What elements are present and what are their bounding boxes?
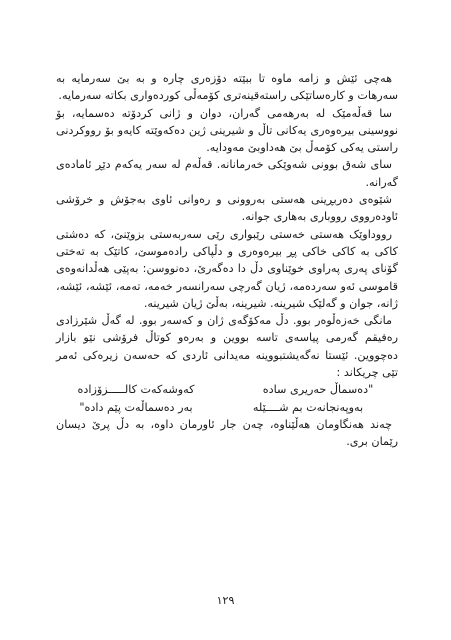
paragraph-5: رووداوێک هەستی خەستی رێبواری رێی سەربەستی بزوێنێ، کە دەشتی کاکی بە کاکی خاکی پڕ بیرەوەری و دڵپاکی رادەموسێ، کاتێک بە تەختی گۆنای پەری پەراوی خوێناوی دڵ دا دەگەرێ، دەنووسن: بەپێی هەڵدانەوەی قاموسی ئەو سەردەمە، ژیان گەرچی سەرانسەر خەمە، تەمە، ئێشە، ئێشە، ژانە، جوان و گەلێک شیرینە. شیرینە، بەڵێ ژیان شیرینە. <box>56 227 398 310</box>
closing-paragraph: چەند هەنگاومان هەڵێناوە، چەن جار ئاورمان داوە، بە دڵ پرێ دیسان رێمان بری. <box>56 417 398 449</box>
paragraph-4: شێوەی دەربڕینی هەستی بەروونی و رەوانی ئاوی بەجۆش و خرۆشی ئاودەرووی رووباری بەهاری جوانە. <box>56 193 398 224</box>
body-text <box>56 70 398 451</box>
paragraph-1: هەچی ئێش و زامە ماوە تا ببێتە دۆزەری چارە و بە بێ سەرمایە بە سەرهات و کارەساتێکی راستەقینەتری کۆمەڵی کوردەواری بکاتە سەرمایە. <box>56 72 398 103</box>
poem-verse <box>56 381 398 416</box>
page-number: ١٢٩ <box>216 594 235 607</box>
poem-hemistich: بەوپەنجانەت بم شــــێلە <box>252 400 364 414</box>
paragraph-6: مانگی خەزەڵوەر بوو. دڵ مەکۆگەی ژان و کەسەر بوو. لە گەڵ شێرزادی رەفیقم گەرمی پیاسەی تاسە بووین و بەرەو کوتاڵ فرۆشی نێو بازار دەچووین. ئێستا نەگەیشتبووینە مەیدانی ئاردی کە حەسەن زیرەکی ئەمر تێی چریکاند : <box>56 314 398 380</box>
paragraph-2: سا قەڵەمێک لە بەرهەمی گەران، دوان و ژانی کردۆتە دەسمایە، بۆ نووسینی بیرەوەری یەکانی تاڵ و شیرینی ژین دەکەوێتە کایەو بۆ رووکردنی راستی یەکی کۆمەڵ بێ هەداوبێ مەودایە. <box>56 106 398 155</box>
poem-hemistich: بەر دەسماڵەت پێم دادە" <box>79 400 193 414</box>
poem-hemistich: "دەسماڵ حەریری سادە <box>262 383 374 397</box>
paragraph-3: سای شەق بوونی شەوێکی خەرمانانە. قەڵەم لە سەر یەکەم دێڕ ئامادەی گەرانە. <box>56 158 398 189</box>
poem-line-1 <box>56 381 398 398</box>
poem-hemistich: کەوشەکەت کالـــــزۆزادە <box>77 383 195 397</box>
poem-line-2 <box>56 399 398 416</box>
